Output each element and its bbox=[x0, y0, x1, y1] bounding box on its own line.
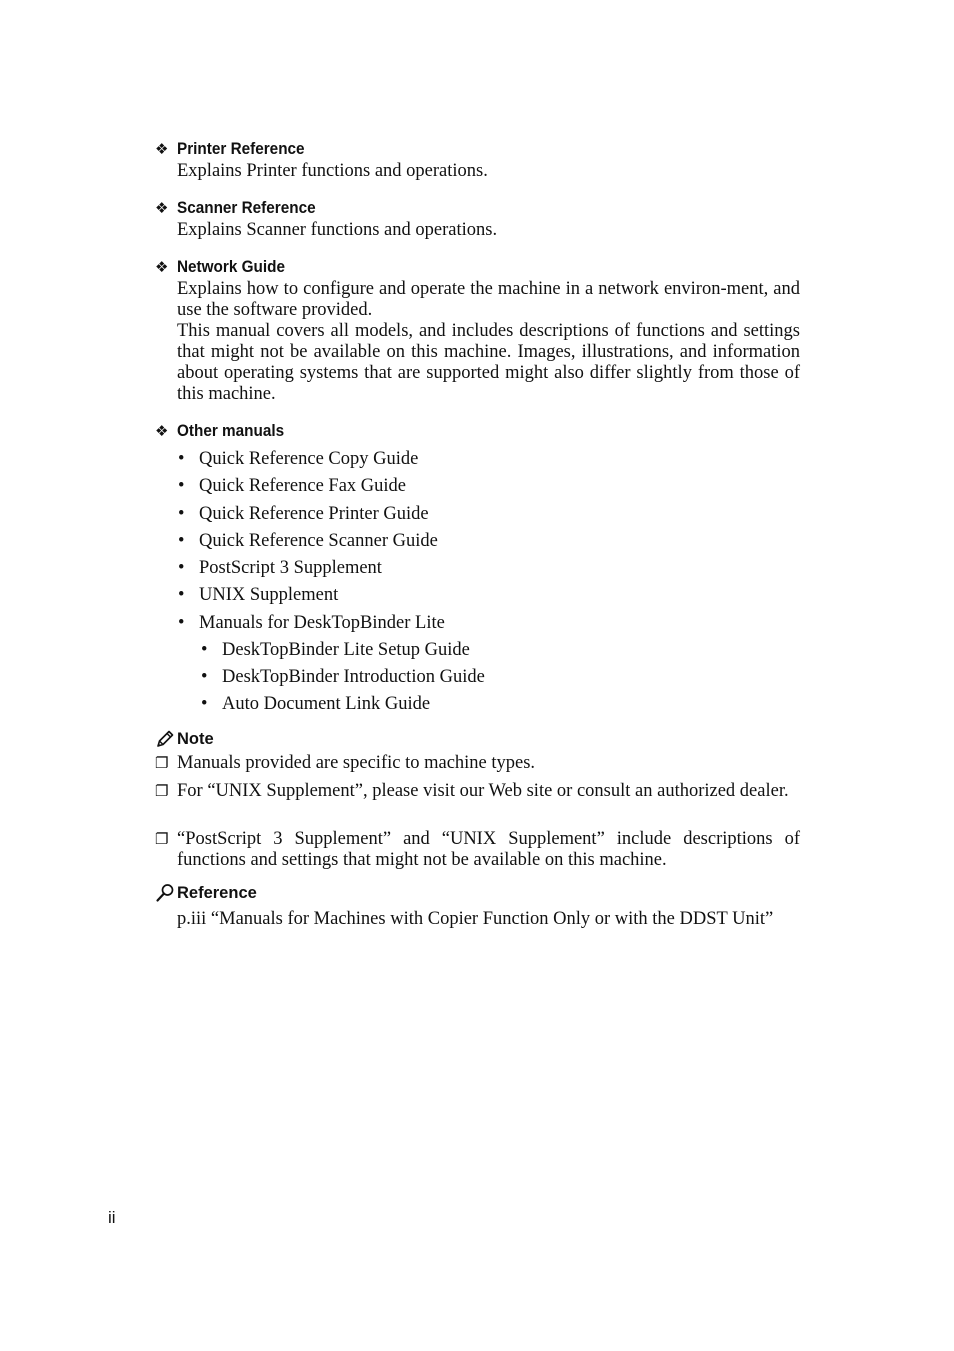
section-body bbox=[177, 279, 800, 405]
section-heading bbox=[155, 139, 800, 161]
magnifier-icon bbox=[155, 883, 175, 903]
diamond-bullet-icon: ❖ bbox=[155, 140, 169, 158]
section-title: Network Guide bbox=[177, 257, 285, 276]
bullet-icon: • bbox=[178, 585, 185, 605]
section-network-guide bbox=[155, 257, 800, 405]
bullet-icon: • bbox=[201, 667, 208, 687]
section-title: Printer Reference bbox=[177, 139, 305, 158]
checkbox-icon: ❐ bbox=[155, 830, 169, 848]
section-heading bbox=[155, 257, 800, 279]
note-item-text: “PostScript 3 Supplement” and “UNIX Supplement” include descriptions of functions and settings that might not be available on this machine. bbox=[177, 829, 800, 870]
list-item-label: Auto Document Link Guide bbox=[222, 694, 431, 714]
list-item-label: PostScript 3 Supplement bbox=[199, 558, 382, 578]
note-title: Note bbox=[177, 730, 214, 748]
bullet-icon: • bbox=[178, 558, 185, 578]
diamond-bullet-icon: ❖ bbox=[155, 199, 169, 217]
list-item-label: Manuals for DeskTopBinder Lite bbox=[199, 613, 445, 633]
section-title: Scanner Reference bbox=[177, 198, 316, 217]
list-item-label: Quick Reference Printer Guide bbox=[199, 504, 429, 524]
note-item bbox=[155, 829, 800, 871]
checkbox-icon: ❐ bbox=[155, 754, 169, 772]
section-paragraph: Explains Printer functions and operations. bbox=[177, 161, 488, 181]
page-number: ii bbox=[108, 1208, 116, 1227]
list-item-label: DeskTopBinder Introduction Guide bbox=[222, 667, 485, 687]
reference-text: p.iii “Manuals for Machines with Copier Function Only or with the DDST Unit” bbox=[177, 909, 774, 929]
section-body bbox=[177, 220, 800, 241]
bullet-icon: • bbox=[178, 476, 185, 496]
section-heading bbox=[155, 198, 800, 220]
section-scanner-reference bbox=[155, 198, 800, 241]
section-paragraph: Explains Scanner functions and operations. bbox=[177, 220, 498, 240]
bullet-icon: • bbox=[178, 504, 185, 524]
list-item-label: UNIX Supplement bbox=[199, 585, 339, 605]
note-item bbox=[155, 781, 800, 802]
note-item-text: Manuals provided are specific to machine types. bbox=[177, 753, 536, 773]
reference-title: Reference bbox=[177, 884, 257, 902]
list-item-label: Quick Reference Fax Guide bbox=[199, 476, 407, 496]
checkbox-icon: ❐ bbox=[155, 782, 169, 800]
section-heading bbox=[155, 421, 800, 443]
section-paragraph: This manual covers all models, and includes descriptions of functions and settings that might not be available on this machine. Images, illustrations, and information about operating systems that are supported might also differ slightly from those of this machine. bbox=[177, 321, 800, 404]
section-other-manuals bbox=[155, 421, 800, 443]
diamond-bullet-icon: ❖ bbox=[155, 422, 169, 440]
bullet-icon: • bbox=[201, 694, 208, 714]
list-item-label: Quick Reference Scanner Guide bbox=[199, 531, 438, 551]
bullet-icon: • bbox=[201, 640, 208, 660]
section-body bbox=[177, 161, 800, 182]
note-item-text: For “UNIX Supplement”, please visit our Web site or consult an authorized dealer. bbox=[177, 781, 789, 801]
section-title: Other manuals bbox=[177, 421, 285, 440]
list-item-label: DeskTopBinder Lite Setup Guide bbox=[222, 640, 470, 660]
bullet-icon: • bbox=[178, 531, 185, 551]
list-item-label: Quick Reference Copy Guide bbox=[199, 449, 419, 469]
bullet-icon: • bbox=[178, 613, 185, 633]
note-item bbox=[155, 753, 800, 774]
bullet-icon: • bbox=[178, 449, 185, 469]
diamond-bullet-icon: ❖ bbox=[155, 258, 169, 276]
section-paragraph: Explains how to configure and operate the machine in a network environ-ment, and use the software provided. bbox=[177, 279, 800, 320]
pencil-icon bbox=[155, 729, 175, 749]
section-printer-reference bbox=[155, 139, 800, 182]
